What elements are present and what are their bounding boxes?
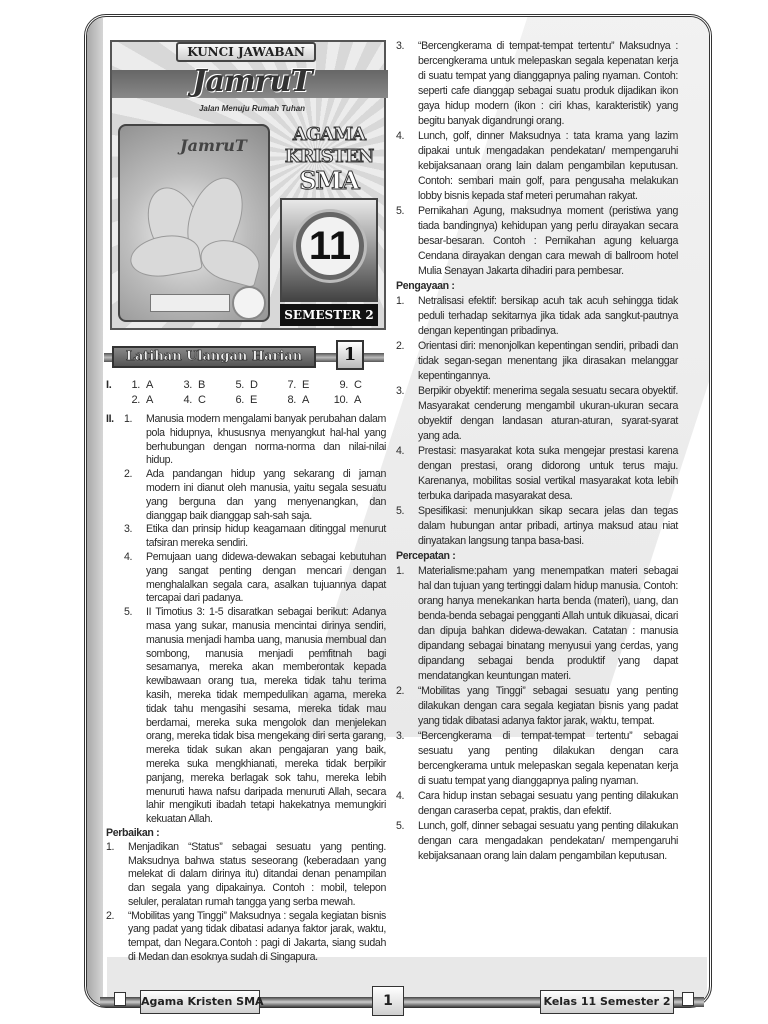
list-item	[396, 39, 678, 129]
item-number: 1.	[396, 295, 405, 307]
perbaikan-list	[106, 841, 386, 965]
rail-cap	[114, 992, 126, 1006]
essay-list	[124, 413, 386, 827]
item-text: Lunch, golf, dinner Maksudnya : tata krama yang lazim dipakai untuk mengadakan pendekatan/ mempengaruhi kebijaksanaan orang lain dalam pengambilan keputusan. Contoh: sembari main golf, para pengusaha melakukan lobby bisnis kepada staf meteri perumahan rakyat.	[418, 130, 678, 202]
item-number: 4.	[396, 130, 405, 142]
item-number: 4.	[124, 550, 133, 563]
brand-logo: JamruT	[192, 64, 312, 99]
book-seal	[232, 286, 266, 320]
item-text: Ada pandangan hidup yang sekarang di jaman modern ini dianut oleh manusia, yaitu segala sesuatu yang berguna dan yang menyenangkan, dan dianggap baik dianggap sah-sah saja.	[146, 468, 386, 522]
item-text: Prestasi: masyarakat kota suka mengejar prestasi karena dengan prestasi, orang didorong untuk terus maju. Karenanya, mobilitas sosial vertikal masyarakat kota lebih terbuka daripada masyarakat desa.	[418, 445, 678, 502]
answer: 7. E	[287, 379, 309, 391]
essay-answers	[106, 413, 386, 827]
cover-image	[110, 40, 386, 330]
item-text: Netralisasi efektif: bersikap acuh tak acuh sehingga tidak peduli terhadap sekitarnya jika tidak ada sangkut-pautnya dengan kepentingan pribadinya.	[418, 295, 678, 337]
item-number: 5.	[124, 606, 133, 619]
item-number: 3.	[396, 730, 405, 742]
item-text: Lunch, golf, dinner sebagai sesuatu yang penting dilakukan dengan cara mengadakan pendekatan/ mempengaruhi kebijaksanaan orang lain dalam pengambilan keputusan.	[418, 820, 678, 862]
subject-line-2: KRISTEN	[284, 146, 374, 167]
perbaikan-section	[106, 827, 386, 965]
item-number: 1.	[396, 565, 405, 577]
part-label: II.	[106, 413, 114, 425]
list-item	[124, 468, 386, 523]
grade-badge: 11	[296, 212, 364, 280]
item-number: 4.	[396, 445, 405, 457]
list-item	[124, 606, 386, 827]
section-number: 1	[336, 340, 364, 370]
book-form	[150, 294, 230, 312]
page-footer	[100, 988, 704, 1018]
answer: 5. D	[235, 379, 258, 391]
item-text: Pernikahan Agung, maksudnya moment (peristiwa yang tiada bandingnya) kehidupan yang perlu dirayakan secara besar-besaran. Contoh : Pernikahan agung keluarga Cendana dirayakan dengan cara mewah di ballroom hotel Mulia Senayan Jakarta dihadiri para pembesar.	[418, 205, 678, 277]
rail-cap	[682, 992, 694, 1006]
list-item	[124, 413, 386, 468]
answer: 4. C	[183, 394, 206, 406]
section-title: Perbaikan :	[106, 826, 160, 839]
perbaikan-list	[396, 39, 678, 279]
brand-tagline: Jalan Menuju Rumah Tuhan	[198, 104, 306, 113]
section-title: Latihan Ulangan Harian	[112, 346, 316, 368]
item-number: 2.	[124, 468, 133, 481]
footer-class: Kelas 11 Semester 2	[540, 990, 674, 1014]
item-number: 4.	[396, 790, 405, 802]
item-text: Pemujaan uang didewa-dewakan sebagai kebutuhan yang sangat penting dengan mencari dengan menghalalkan segala cara, asalkan tujuannya dapat tercapai dari padanya.	[146, 550, 386, 605]
item-text: “Mobilitas yang Tinggi” Maksudnya : segala kegiatan bisnis yang padat yang tidak dibatasi adanya faktor jarak, waktu, tempat, dan Negara.Contoh : pagi di Jakarta, siang sudah di Medan dan esoknya sudah di Singapura.	[128, 909, 386, 964]
answer: 3. B	[183, 379, 205, 391]
item-number: 3.	[396, 40, 405, 52]
answer-key-label: KUNCI JAWABAN	[176, 42, 316, 62]
list-item	[396, 129, 678, 204]
book-thumbnail	[118, 124, 270, 322]
part-label: I.	[106, 379, 112, 391]
list-item	[396, 204, 678, 279]
item-number: 3.	[396, 385, 405, 397]
grade-box	[280, 198, 378, 302]
item-text: Etika dan prinsip hidup keagamaan ditinggal menurut tafsiran mereka sendiri.	[146, 523, 386, 550]
item-number: 5.	[396, 505, 405, 517]
list-item	[396, 339, 678, 384]
multiple-choice-answers	[106, 378, 386, 408]
list-item	[396, 384, 678, 444]
item-text: Orientasi diri: menonjolkan kepentingan sendiri, pribadi dan tidak segan-segan menentang jika dirasakan melanggar kepentingannya.	[418, 340, 678, 382]
item-text: Cara hidup instan sebagai sesuatu yang penting dilakukan dengan caraserba cepat, praktis, dan efektif.	[418, 790, 678, 817]
subject-line-1: AGAMA	[292, 124, 366, 145]
left-strip	[87, 17, 103, 1005]
item-number: 3.	[124, 523, 133, 536]
footer-subject: Agama Kristen SMA	[140, 990, 260, 1014]
answer: 9. C	[339, 379, 362, 391]
item-text: “Mobilitas yang Tinggi” sebagai sesuatu yang penting dilakukan dengan cara segala kegiatan bisnis yang padat yang tidak dibatasi adanya faktor jarak, waktu, tempat.	[418, 685, 678, 727]
item-number: 5.	[396, 820, 405, 832]
section-heading	[104, 344, 384, 370]
answer-row	[106, 378, 386, 393]
list-item	[106, 910, 386, 965]
list-item	[396, 294, 678, 339]
page-number: 1	[372, 986, 404, 1016]
answer: 8. A	[287, 394, 309, 406]
item-number: 2.	[396, 340, 405, 352]
item-text: Manusia modern mengalami banyak perubahan dalam pola hidupnya, khususnya menyangkut hal-hal yang berhubungan dengan norma-norma dan nilai-nilai hidup.	[146, 413, 386, 467]
item-text: II Timotius 3: 1-5 disaratkan sebagai berikut: Adanya masa yang sukar, manusia mencintai dirinya sendiri, manusia menjadi hamba uang, manusia membual dan sombong, manusia menjadi pemfitnah bagi sesamanya, mereka akan memberontak kepada kewibawaan orang tua, mereka tidak tahu terima kasih, mereka tidak mempedulikan agama, mereka tidak tahu mengasihi sesama, mereka tidak mau berdamai, mereka suka mengolok dan menjelekan orang, mereka tidak bisa mengekang diri serta garang, mereka tidak sukan akan pengajaran yang baik, mereka suka mengkhianati, mereka tidak berpikir panjang, mereka berlagak sok tahu, mereka lebih menuruti hawa nafsu daripada menuruti Allah, secara lahir mengikuti ibadah tetapi hakekatnya memungkiri kekuatan Allah.	[146, 606, 386, 826]
list-item	[396, 444, 678, 504]
list-item	[396, 564, 678, 684]
answer: 2. A	[131, 394, 153, 406]
left-column	[106, 378, 386, 965]
list-item	[124, 551, 386, 606]
pengayaan-list	[396, 294, 678, 549]
percepatan-list	[396, 564, 678, 864]
item-text: Menjadikan “Status” sebagai sesuatu yang penting. Maksudnya bahwa status seseorang (keberadaan yang melekat di dalam dirinya itu) ditandai denan penampilan dan segala yang dipakainya. Contoh : mobil, telepon seluler, peralatan rumah tangga yang serba mewah.	[128, 840, 386, 908]
list-item	[396, 684, 678, 729]
section-title: Pengayaan :	[396, 280, 455, 292]
level-label: SMA	[299, 166, 359, 195]
item-number: 1.	[106, 840, 115, 853]
answer-row	[106, 393, 386, 408]
answer: 10. A	[333, 394, 361, 406]
book-logo: JamruT	[180, 136, 247, 155]
item-text: Berpikir obyektif: menerima segala sesuatu secara obyektif. Masyarakat cenderung mengambil ukuran-ukuran secara obyektif dengan landasan aturan-aturan, syarat-syarat yang ada.	[418, 385, 678, 442]
item-number: 1.	[124, 413, 133, 425]
section-title: Percepatan :	[396, 550, 456, 562]
list-item	[396, 729, 678, 789]
list-item	[396, 789, 678, 819]
list-item	[396, 504, 678, 549]
semester-label: SEMESTER 2	[280, 304, 378, 326]
list-item	[396, 819, 678, 864]
item-number: 2.	[106, 909, 115, 922]
list-item	[106, 841, 386, 910]
item-text: “Bercengkerama di tempat-tempat tertentu” sebagai sesuatu yang penting dilakukan dengan cara bercengkerama untuk melepaskan segala kepenatan kerja di suatu tempat yang dianggapnya paling nyaman.	[418, 730, 678, 787]
right-column	[396, 39, 678, 864]
answer: 1. A	[131, 379, 153, 391]
item-number: 2.	[396, 685, 405, 697]
list-item	[124, 523, 386, 551]
item-number: 5.	[396, 205, 405, 217]
item-text: Materialisme:paham yang menempatkan materi sebagai hal dan tujuan yang tertinggi dalam hidup manusia. Contoh: orang hanya menekankan harta benda (materi), uang, dan benda-benda sebagai pengganti Allah untuk dikuasai, dicari dan dipuja bahkan didewa-dewakan. Catatan : manusia dipandang sebagai binatang menyusui yang cerdas, yang dipandang sebagai benda produktif yang dapat mendatangkan keuntungan materi.	[418, 565, 678, 682]
item-text: “Bercengkerama di tempat-tempat tertentu” Maksudnya : bercengkerama untuk melepaskan segala kepenatan kerja di suatu tempat yang dianggapnya paling nyaman. Contoh: seperti cafe dianggap sebagai suatu produk dijadikan ikon gaya hidup modern (ikon : ciri khas, karakteristik) yang begitu banyak digandrungi orang.	[418, 40, 678, 127]
item-text: Spesifikasi: menunjukkan sikap secara jelas dan tegas dalam hubungan antar pribadi, artinya maksud atau niat dinyatakan langsung tanpa basa-basi.	[418, 505, 678, 547]
answer: 6. E	[235, 394, 257, 406]
